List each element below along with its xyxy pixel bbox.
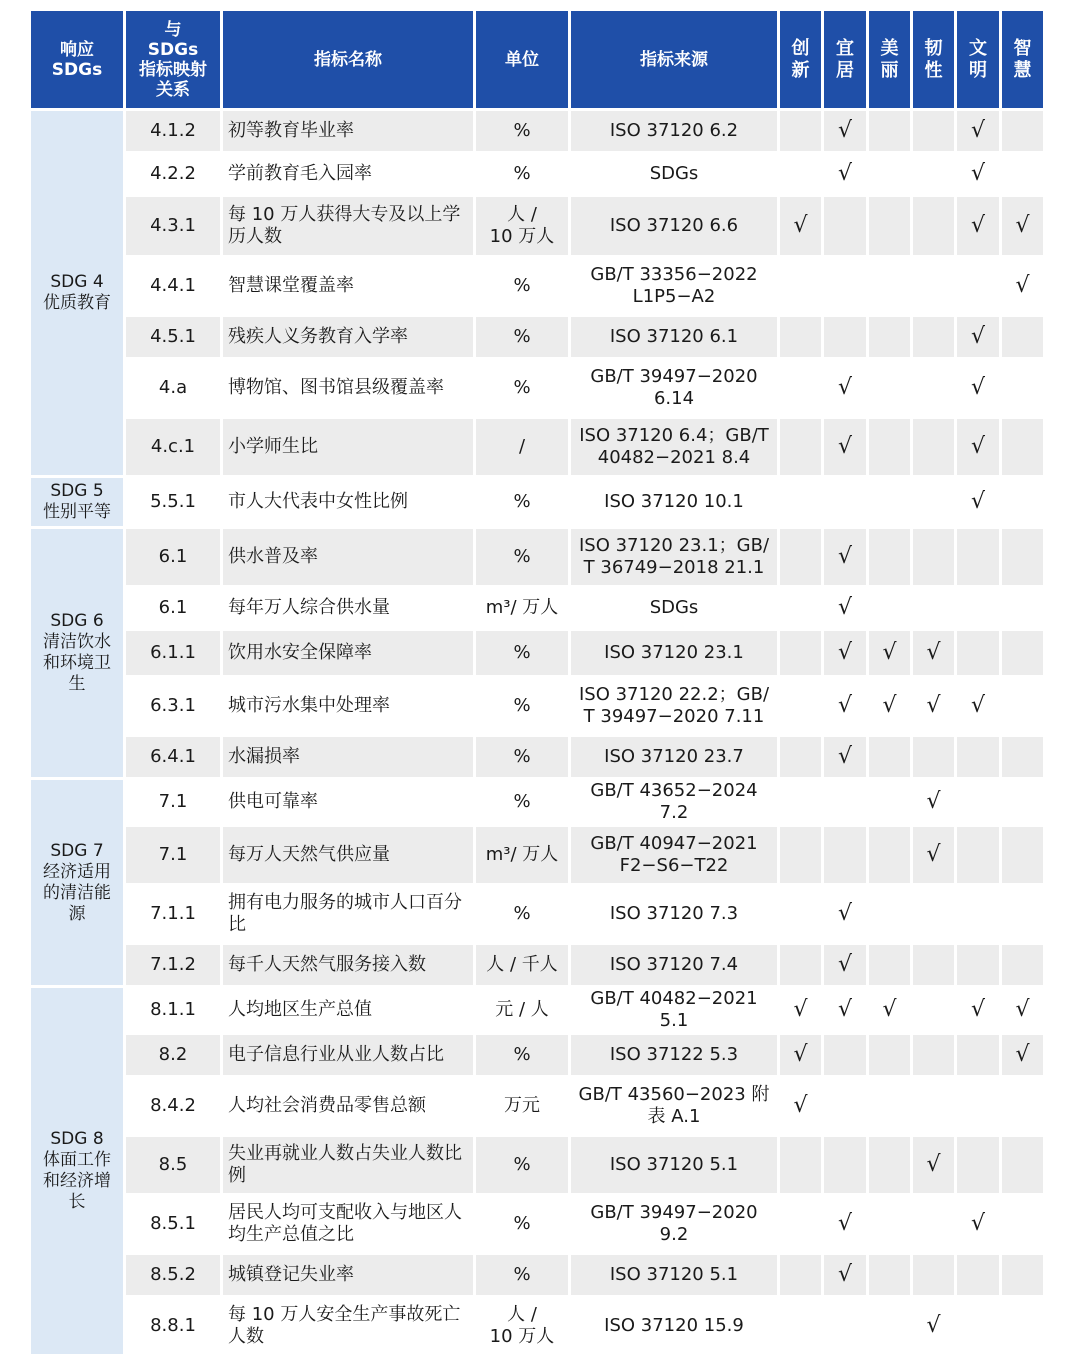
indicator-code: 8.5.2	[126, 1255, 220, 1295]
indicator-source: ISO 37120 6.4；GB/T 40482−2021 8.4	[571, 419, 777, 475]
indicator-source: ISO 37120 23.1；GB/ T 36749−2018 21.1	[571, 529, 777, 585]
indicator-code: 7.1	[126, 827, 220, 883]
check-mark: √	[824, 154, 866, 194]
indicator-code: 4.4.1	[126, 258, 220, 314]
indicator-code: 8.5.1	[126, 1196, 220, 1252]
indicator-unit: 元 / 人	[476, 988, 568, 1032]
table-row	[31, 419, 1043, 475]
check-mark: √	[869, 678, 910, 734]
check-mark	[869, 1035, 910, 1075]
check-mark: √	[913, 827, 954, 883]
indicator-unit: m³/ 万人	[476, 588, 568, 628]
indicator-table	[28, 8, 1046, 1357]
table-row	[31, 886, 1043, 942]
check-mark	[957, 631, 999, 675]
check-mark	[1002, 886, 1043, 942]
check-mark: √	[957, 197, 999, 255]
check-mark	[1002, 478, 1043, 526]
check-mark	[1002, 360, 1043, 416]
check-mark	[780, 737, 821, 777]
indicator-name: 拥有电力服务的城市人口百分比	[223, 886, 473, 942]
check-mark	[913, 258, 954, 314]
check-mark	[869, 1255, 910, 1295]
check-mark: √	[957, 154, 999, 194]
header-dim-beautiful: 美 丽	[869, 11, 910, 108]
indicator-source: SDGs	[571, 588, 777, 628]
check-mark	[957, 1137, 999, 1193]
indicator-name: 饮用水安全保障率	[223, 631, 473, 675]
check-mark	[869, 737, 910, 777]
table-row	[31, 1137, 1043, 1193]
indicator-source: ISO 37120 5.1	[571, 1137, 777, 1193]
indicator-code: 4.1.2	[126, 111, 220, 151]
indicator-name: 供水普及率	[223, 529, 473, 585]
header-dim-civilized: 文 明	[957, 11, 999, 108]
check-mark: √	[780, 1035, 821, 1075]
indicator-unit: %	[476, 1196, 568, 1252]
check-mark	[913, 988, 954, 1032]
check-mark	[1002, 1196, 1043, 1252]
indicator-code: 8.4.2	[126, 1078, 220, 1134]
indicator-unit: %	[476, 1137, 568, 1193]
indicator-name: 人均地区生产总值	[223, 988, 473, 1032]
indicator-source: GB/T 43560−2023 附 表 A.1	[571, 1078, 777, 1134]
check-mark	[957, 886, 999, 942]
check-mark	[913, 419, 954, 475]
indicator-name: 供电可靠率	[223, 780, 473, 824]
check-mark	[913, 588, 954, 628]
table-row	[31, 360, 1043, 416]
indicator-code: 4.a	[126, 360, 220, 416]
table-row	[31, 1255, 1043, 1295]
indicator-code: 4.3.1	[126, 197, 220, 255]
check-mark	[780, 945, 821, 985]
check-mark	[1002, 1078, 1043, 1134]
indicator-code: 4.c.1	[126, 419, 220, 475]
indicator-unit: /	[476, 419, 568, 475]
sdg-group-label: SDG 4 优质教育	[31, 111, 123, 475]
check-mark	[869, 780, 910, 824]
indicator-unit: m³/ 万人	[476, 827, 568, 883]
indicator-unit: %	[476, 678, 568, 734]
check-mark	[913, 360, 954, 416]
check-mark	[780, 827, 821, 883]
indicator-source: GB/T 39497−2020 6.14	[571, 360, 777, 416]
indicator-source: ISO 37122 5.3	[571, 1035, 777, 1075]
table-row	[31, 154, 1043, 194]
indicator-source: GB/T 43652−2024 7.2	[571, 780, 777, 824]
check-mark	[913, 529, 954, 585]
check-mark	[869, 886, 910, 942]
check-mark	[957, 945, 999, 985]
table-row	[31, 529, 1043, 585]
table-row	[31, 678, 1043, 734]
check-mark	[1002, 827, 1043, 883]
indicator-code: 8.1.1	[126, 988, 220, 1032]
table-row	[31, 258, 1043, 314]
check-mark	[780, 258, 821, 314]
indicator-name: 小学师生比	[223, 419, 473, 475]
check-mark: √	[824, 737, 866, 777]
indicator-source: GB/T 39497−2020 9.2	[571, 1196, 777, 1252]
check-mark	[824, 1137, 866, 1193]
indicator-name: 城市污水集中处理率	[223, 678, 473, 734]
header-row	[31, 11, 1043, 108]
check-mark	[780, 886, 821, 942]
check-mark	[824, 197, 866, 255]
indicator-code: 6.1	[126, 529, 220, 585]
indicator-code: 6.4.1	[126, 737, 220, 777]
check-mark	[869, 197, 910, 255]
header-dim-innovation: 创 新	[780, 11, 821, 108]
check-mark: √	[824, 631, 866, 675]
header-dim-resilient: 韧 性	[913, 11, 954, 108]
indicator-code: 8.2	[126, 1035, 220, 1075]
check-mark: √	[957, 478, 999, 526]
check-mark	[780, 631, 821, 675]
header-name: 指标名称	[223, 11, 473, 108]
check-mark	[913, 886, 954, 942]
indicator-unit: %	[476, 111, 568, 151]
indicator-source: GB/T 33356−2022 L1P5−A2	[571, 258, 777, 314]
table-row	[31, 988, 1043, 1032]
check-mark	[869, 827, 910, 883]
check-mark: √	[869, 988, 910, 1032]
check-mark	[780, 317, 821, 357]
indicator-unit: %	[476, 154, 568, 194]
check-mark	[957, 529, 999, 585]
check-mark: √	[824, 419, 866, 475]
check-mark	[824, 827, 866, 883]
header-dim-livable: 宜 居	[824, 11, 866, 108]
indicator-source: ISO 37120 23.7	[571, 737, 777, 777]
check-mark: √	[913, 631, 954, 675]
check-mark: √	[957, 360, 999, 416]
check-mark	[780, 529, 821, 585]
indicator-source: SDGs	[571, 154, 777, 194]
check-mark: √	[1002, 258, 1043, 314]
check-mark	[780, 111, 821, 151]
check-mark: √	[957, 111, 999, 151]
check-mark	[913, 154, 954, 194]
indicator-unit: 人 / 10 万人	[476, 1298, 568, 1354]
indicator-name: 学前教育毛入园率	[223, 154, 473, 194]
indicator-name: 城镇登记失业率	[223, 1255, 473, 1295]
header-dim-smart: 智 慧	[1002, 11, 1043, 108]
check-mark: √	[824, 1255, 866, 1295]
indicator-code: 7.1.1	[126, 886, 220, 942]
check-mark	[869, 111, 910, 151]
table-row	[31, 1196, 1043, 1252]
check-mark	[869, 1298, 910, 1354]
check-mark	[824, 1298, 866, 1354]
check-mark	[913, 1255, 954, 1295]
check-mark: √	[824, 1196, 866, 1252]
indicator-name: 居民人均可支配收入与地区人均生产总值之比	[223, 1196, 473, 1252]
check-mark: √	[913, 1137, 954, 1193]
table-row	[31, 1298, 1043, 1354]
check-mark: √	[957, 678, 999, 734]
indicator-unit: %	[476, 360, 568, 416]
check-mark	[957, 588, 999, 628]
check-mark	[913, 197, 954, 255]
indicator-unit: %	[476, 780, 568, 824]
indicator-code: 7.1.2	[126, 945, 220, 985]
check-mark	[1002, 631, 1043, 675]
check-mark	[1002, 678, 1043, 734]
indicator-name: 人均社会消费品零售总额	[223, 1078, 473, 1134]
check-mark: √	[824, 111, 866, 151]
check-mark: √	[957, 1196, 999, 1252]
check-mark	[780, 588, 821, 628]
indicator-code: 8.5	[126, 1137, 220, 1193]
check-mark	[780, 154, 821, 194]
check-mark	[913, 478, 954, 526]
indicator-name: 市人大代表中女性比例	[223, 478, 473, 526]
check-mark	[1002, 111, 1043, 151]
indicator-unit: %	[476, 737, 568, 777]
check-mark	[913, 1035, 954, 1075]
check-mark	[869, 360, 910, 416]
check-mark: √	[1002, 1035, 1043, 1075]
indicator-source: ISO 37120 7.4	[571, 945, 777, 985]
check-mark	[780, 1298, 821, 1354]
check-mark	[824, 1078, 866, 1134]
check-mark	[1002, 317, 1043, 357]
indicator-source: ISO 37120 22.2；GB/ T 39497−2020 7.11	[571, 678, 777, 734]
check-mark: √	[869, 631, 910, 675]
indicator-name: 初等教育毕业率	[223, 111, 473, 151]
indicator-source: ISO 37120 15.9	[571, 1298, 777, 1354]
check-mark	[869, 1078, 910, 1134]
check-mark	[913, 317, 954, 357]
indicator-unit: %	[476, 1035, 568, 1075]
check-mark: √	[824, 529, 866, 585]
table-row	[31, 197, 1043, 255]
check-mark	[913, 111, 954, 151]
table-row	[31, 478, 1043, 526]
table-row	[31, 945, 1043, 985]
check-mark: √	[824, 988, 866, 1032]
indicator-name: 每 10 万人安全生产事故死亡人数	[223, 1298, 473, 1354]
sdg-group-label: SDG 7 经济适用 的清洁能 源	[31, 780, 123, 985]
check-mark: √	[913, 1298, 954, 1354]
indicator-code: 5.5.1	[126, 478, 220, 526]
check-mark	[1002, 1137, 1043, 1193]
check-mark	[957, 1298, 999, 1354]
indicator-name: 水漏损率	[223, 737, 473, 777]
check-mark	[869, 1196, 910, 1252]
check-mark	[957, 780, 999, 824]
indicator-name: 智慧课堂覆盖率	[223, 258, 473, 314]
indicator-source: ISO 37120 23.1	[571, 631, 777, 675]
indicator-name: 每年万人综合供水量	[223, 588, 473, 628]
table-row	[31, 111, 1043, 151]
check-mark	[1002, 588, 1043, 628]
table-row	[31, 737, 1043, 777]
check-mark	[824, 780, 866, 824]
indicator-unit: %	[476, 258, 568, 314]
check-mark	[957, 1035, 999, 1075]
indicator-code: 7.1	[126, 780, 220, 824]
indicator-unit: %	[476, 1255, 568, 1295]
indicator-code: 4.2.2	[126, 154, 220, 194]
table-row	[31, 1035, 1043, 1075]
check-mark	[869, 529, 910, 585]
table-row	[31, 827, 1043, 883]
check-mark	[869, 419, 910, 475]
check-mark: √	[824, 588, 866, 628]
indicator-source: ISO 37120 5.1	[571, 1255, 777, 1295]
check-mark	[824, 258, 866, 314]
check-mark	[1002, 529, 1043, 585]
check-mark	[869, 588, 910, 628]
check-mark	[1002, 737, 1043, 777]
check-mark	[1002, 1298, 1043, 1354]
check-mark	[869, 258, 910, 314]
check-mark: √	[780, 1078, 821, 1134]
header-source: 指标来源	[571, 11, 777, 108]
check-mark: √	[824, 360, 866, 416]
check-mark	[1002, 780, 1043, 824]
indicator-unit: 万元	[476, 1078, 568, 1134]
check-mark	[957, 1255, 999, 1295]
indicator-name: 电子信息行业从业人数占比	[223, 1035, 473, 1075]
table-body	[31, 111, 1043, 1354]
check-mark	[780, 1255, 821, 1295]
check-mark	[1002, 419, 1043, 475]
table-row	[31, 1078, 1043, 1134]
indicator-source: GB/T 40482−2021 5.1	[571, 988, 777, 1032]
header-unit: 单位	[476, 11, 568, 108]
check-mark: √	[824, 945, 866, 985]
check-mark	[957, 258, 999, 314]
check-mark	[869, 478, 910, 526]
indicator-source: ISO 37120 10.1	[571, 478, 777, 526]
indicator-name: 残疾人义务教育入学率	[223, 317, 473, 357]
check-mark	[957, 737, 999, 777]
indicator-unit: 人 / 10 万人	[476, 197, 568, 255]
check-mark: √	[913, 780, 954, 824]
check-mark	[869, 945, 910, 985]
check-mark	[913, 737, 954, 777]
indicator-source: ISO 37120 6.2	[571, 111, 777, 151]
indicator-code: 4.5.1	[126, 317, 220, 357]
check-mark	[824, 317, 866, 357]
check-mark: √	[1002, 988, 1043, 1032]
check-mark	[869, 317, 910, 357]
header-sdg: 响应 SDGs	[31, 11, 123, 108]
indicator-name: 博物馆、图书馆县级覆盖率	[223, 360, 473, 416]
check-mark	[824, 1035, 866, 1075]
indicator-name: 每千人天然气服务接入数	[223, 945, 473, 985]
indicator-unit: %	[476, 886, 568, 942]
indicator-source: ISO 37120 6.6	[571, 197, 777, 255]
sdg-group-label: SDG 8 体面工作 和经济增 长	[31, 988, 123, 1354]
check-mark	[957, 827, 999, 883]
table-row	[31, 631, 1043, 675]
sdg-group-label: SDG 6 清洁饮水 和环境卫 生	[31, 529, 123, 777]
check-mark: √	[913, 678, 954, 734]
check-mark	[780, 478, 821, 526]
indicator-unit: %	[476, 631, 568, 675]
check-mark	[780, 1137, 821, 1193]
indicator-name: 失业再就业人数占失业人数比例	[223, 1137, 473, 1193]
check-mark	[869, 154, 910, 194]
indicator-name: 每 10 万人获得大专及以上学历人数	[223, 197, 473, 255]
check-mark: √	[957, 988, 999, 1032]
check-mark: √	[824, 678, 866, 734]
check-mark: √	[1002, 197, 1043, 255]
check-mark	[780, 678, 821, 734]
indicator-source: ISO 37120 6.1	[571, 317, 777, 357]
check-mark	[780, 419, 821, 475]
check-mark	[913, 945, 954, 985]
check-mark	[1002, 1255, 1043, 1295]
indicator-name: 每万人天然气供应量	[223, 827, 473, 883]
indicator-source: ISO 37120 7.3	[571, 886, 777, 942]
check-mark	[913, 1196, 954, 1252]
indicator-code: 8.8.1	[126, 1298, 220, 1354]
header-mapping: 与 SDGs 指标映射 关系	[126, 11, 220, 108]
table-row	[31, 317, 1043, 357]
check-mark	[780, 780, 821, 824]
check-mark	[824, 478, 866, 526]
indicator-code: 6.1	[126, 588, 220, 628]
check-mark	[1002, 154, 1043, 194]
indicator-unit: %	[476, 529, 568, 585]
table-row	[31, 780, 1043, 824]
check-mark: √	[957, 317, 999, 357]
indicator-code: 6.1.1	[126, 631, 220, 675]
check-mark	[869, 1137, 910, 1193]
check-mark	[913, 1078, 954, 1134]
check-mark	[1002, 945, 1043, 985]
check-mark: √	[957, 419, 999, 475]
check-mark	[780, 1196, 821, 1252]
indicator-source: GB/T 40947−2021 F2−S6−T22	[571, 827, 777, 883]
indicator-unit: %	[476, 478, 568, 526]
check-mark: √	[780, 197, 821, 255]
table-row	[31, 588, 1043, 628]
indicator-code: 6.3.1	[126, 678, 220, 734]
check-mark: √	[780, 988, 821, 1032]
indicator-unit: 人 / 千人	[476, 945, 568, 985]
check-mark	[780, 360, 821, 416]
check-mark: √	[824, 886, 866, 942]
indicator-unit: %	[476, 317, 568, 357]
check-mark	[957, 1078, 999, 1134]
sdg-group-label: SDG 5 性别平等	[31, 478, 123, 526]
